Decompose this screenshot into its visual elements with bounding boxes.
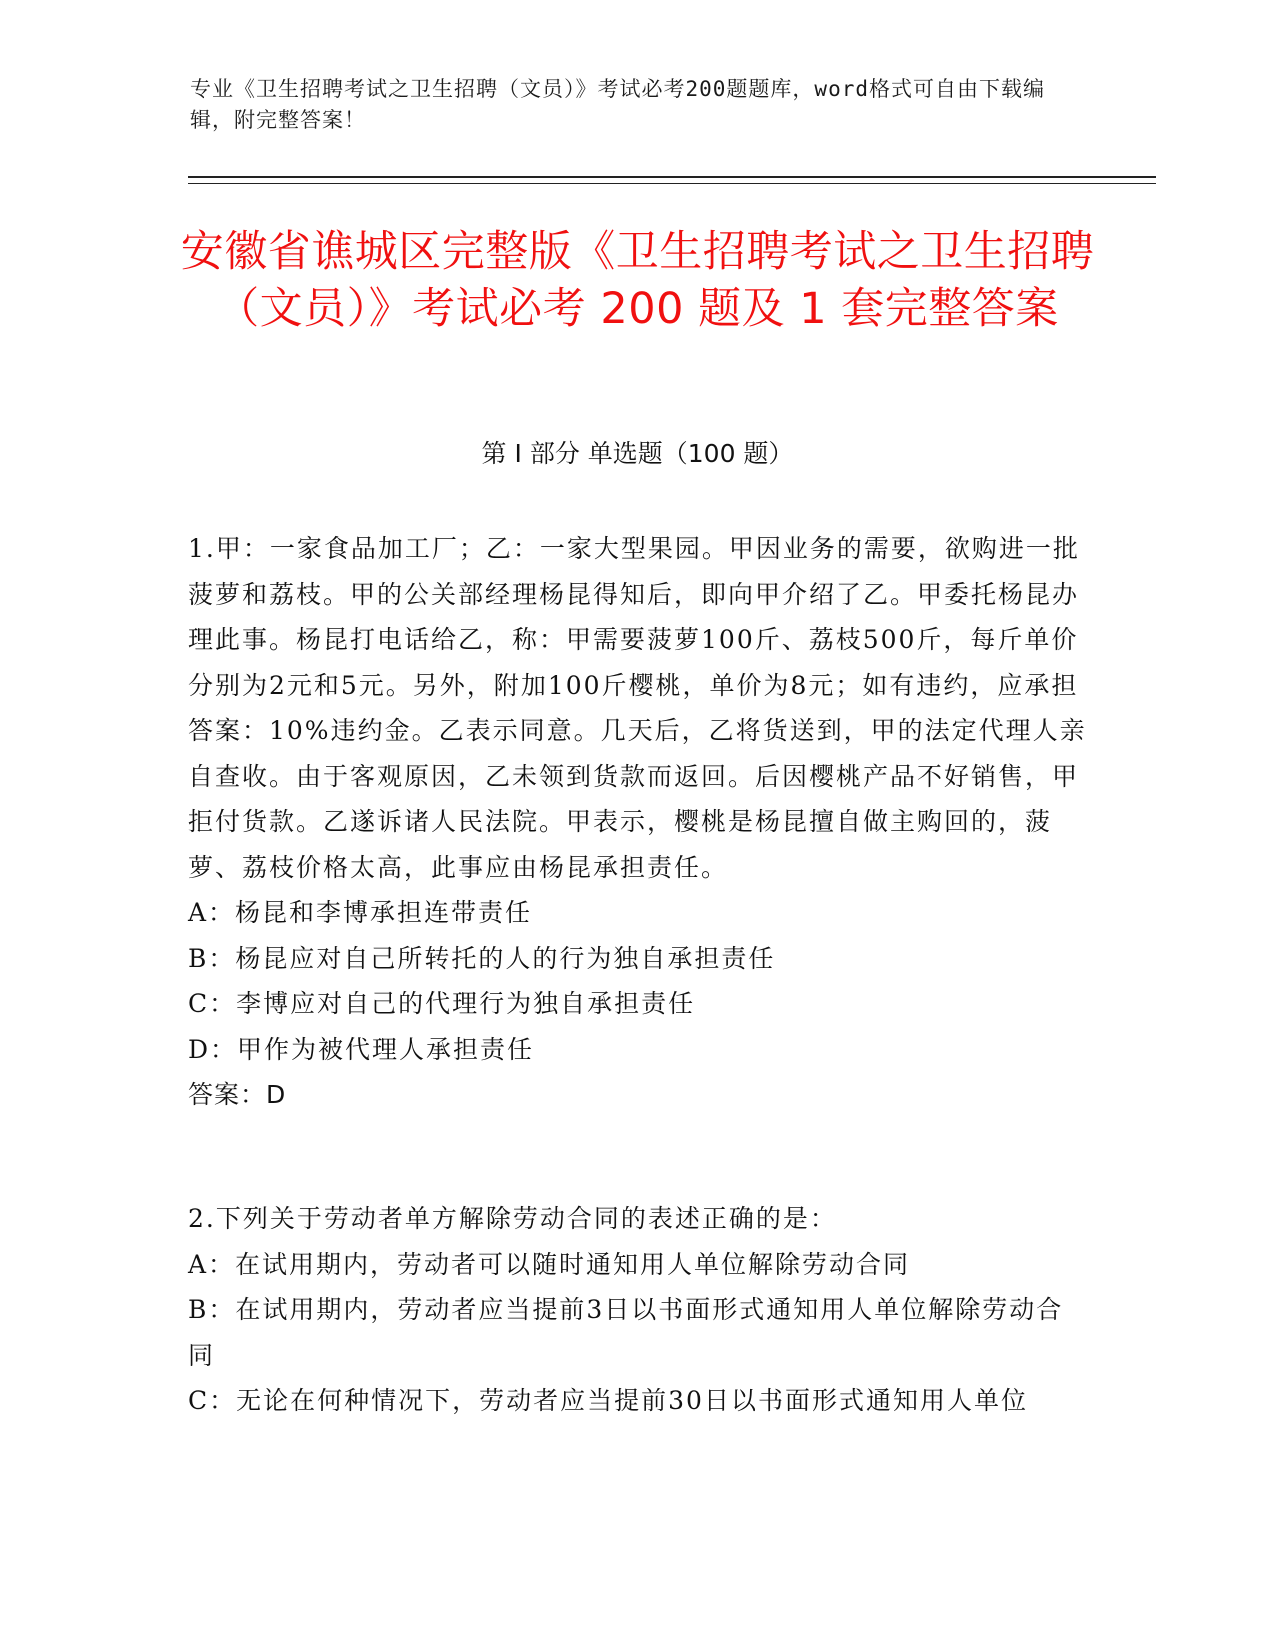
section-title: 第 I 部分 单选题（100 题）	[481, 439, 794, 468]
question-stem: 1.甲：一家食品加工厂；乙：一家大型果园。甲因业务的需要，欲购进一批菠萝和荔枝。甲的公关部经理杨昆得知后，即向甲介绍了乙。甲委托杨昆办理此事。杨昆打电话给乙，称：甲需要菠萝100斤、荔枝500斤，每斤单价分别为2元和5元。另外，附加100斤樱桃，单价为8元；如有违约，应承担答案：10%违约金。乙表示同意。几天后，乙将货送到，甲的法定代理人亲自查收。由于客观原因，乙未领到货款而返回。后因樱桃产品不好销售，甲拒付货款。乙遂诉诸人民法院。甲表示，樱桃是杨昆擅自做主购回的，菠萝、荔枝价格太高，此事应由杨昆承担责任。	[188, 534, 1087, 882]
option-a: A：在试用期内，劳动者可以随时通知用人单位解除劳动合同	[188, 1249, 911, 1279]
option-d: D：甲作为被代理人承担责任	[188, 1034, 535, 1064]
option-b: B：在试用期内，劳动者应当提前3日以书面形式通知用人单位解除劳动合同	[188, 1295, 1064, 1370]
question-2	[188, 1196, 1088, 1424]
option-c: C：无论在何种情况下，劳动者应当提前30日以书面形式通知用人单位	[188, 1386, 1028, 1415]
question-1	[188, 526, 1088, 1118]
document-title: 安徽省谯城区完整版《卫生招聘考试之卫生招聘（文员）》考试必考 200 题及 1 套完整答案	[180, 227, 1095, 334]
option-a: A：杨昆和李博承担连带责任	[188, 898, 533, 927]
option-b: B：杨昆应对自己所转托的人的行为独自承担责任	[188, 943, 776, 973]
question-stem: 2.下列关于劳动者单方解除劳动合同的表述正确的是：	[188, 1204, 837, 1233]
header-rule-thin	[188, 183, 1156, 184]
option-c: C：李博应对自己的代理行为独自承担责任	[188, 989, 696, 1018]
header-rule-thick	[188, 176, 1156, 178]
header-note: 专业《卫生招聘考试之卫生招聘（文员）》考试必考200题题库，word格式可自由下载编辑，附完整答案！	[190, 77, 1045, 132]
answer-label: 答案：D	[188, 1080, 287, 1109]
